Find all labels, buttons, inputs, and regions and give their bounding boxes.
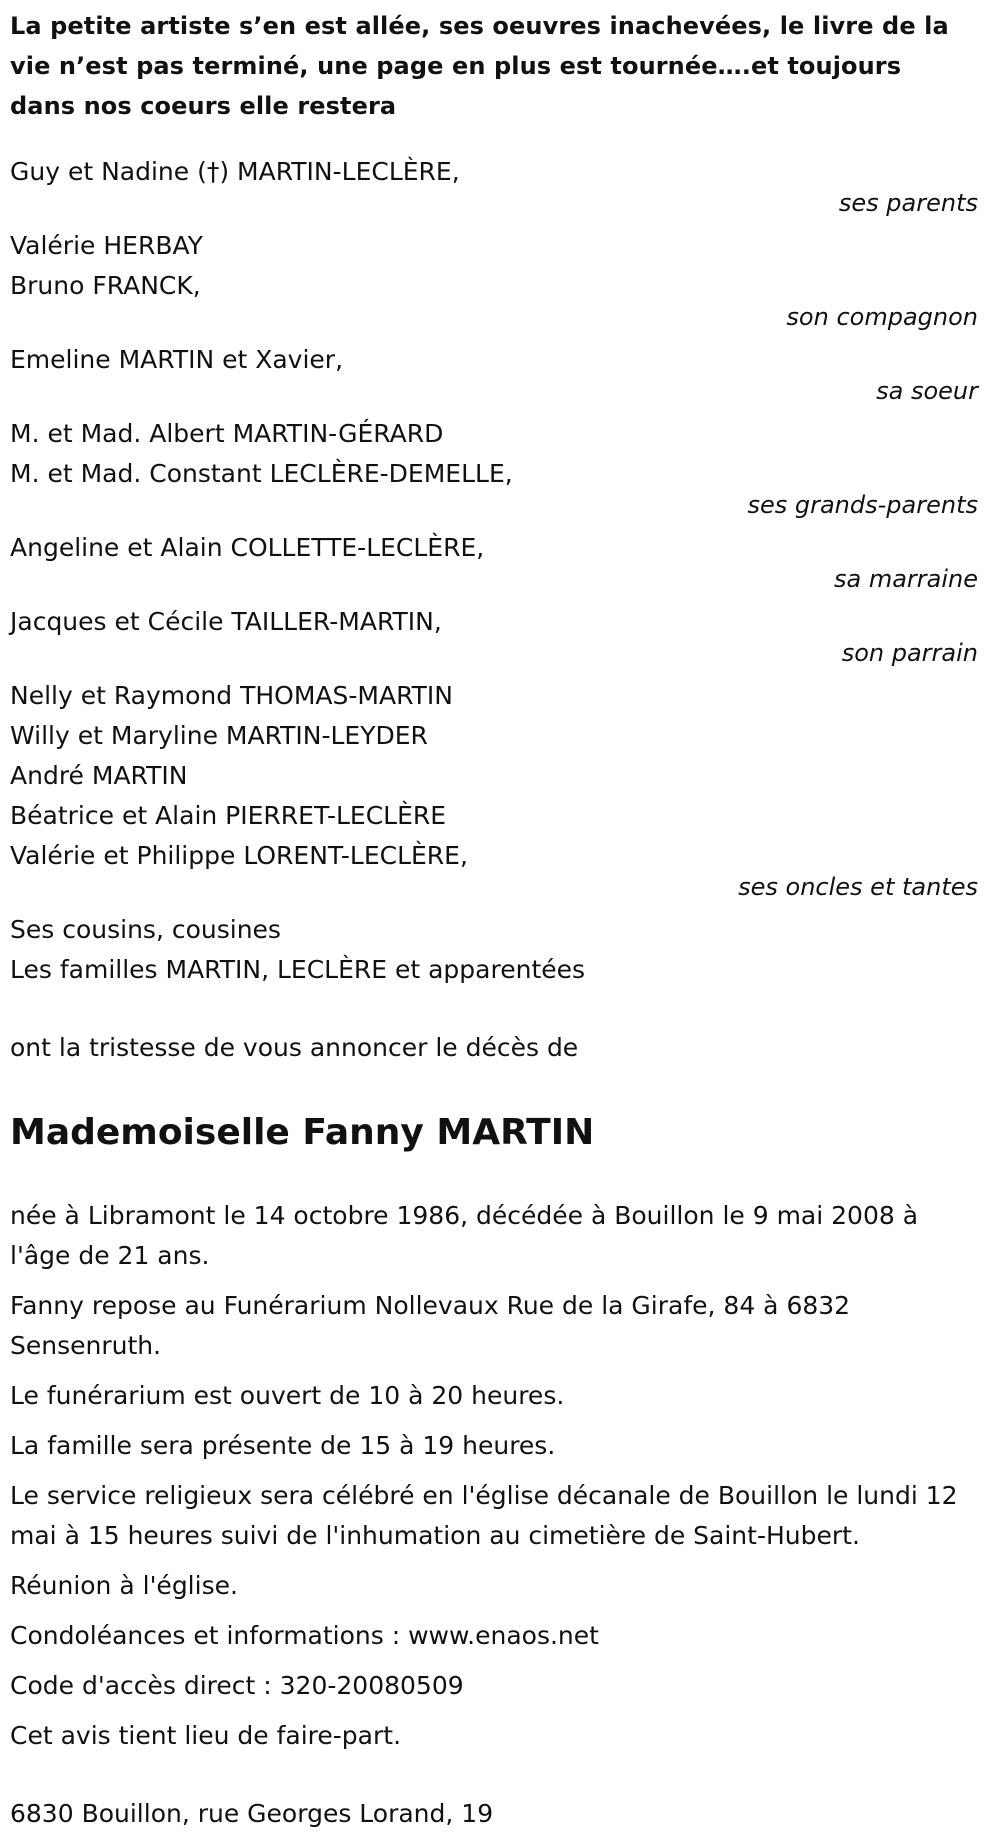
relation-label: son parrain (841, 639, 978, 667)
family-member-name: M. et Mad. Constant LECLÈRE-DEMELLE, (10, 459, 513, 488)
family-group (10, 602, 978, 665)
detail-paragraph: La famille sera présente de 15 à 19 heures. (10, 1431, 556, 1460)
family-group (10, 676, 978, 899)
family-member-name: Nelly et Raymond THOMAS-MARTIN (10, 681, 453, 710)
family-group (10, 226, 978, 329)
relation-label: ses oncles et tantes (738, 873, 978, 901)
relation-label: ses parents (838, 189, 978, 217)
detail-paragraph: Code d'accès direct : 320-20080509 (10, 1671, 464, 1700)
funeral-details (10, 1196, 978, 1756)
detail-paragraph: Cet avis tient lieu de faire-part. (10, 1721, 402, 1750)
other-relatives (10, 910, 978, 990)
family-member-name: Willy et Maryline MARTIN-LEYDER (10, 721, 428, 750)
detail-paragraph: Fanny repose au Funérarium Nollevaux Rue de la Girafe, 84 à 6832 Sensenruth. (10, 1291, 851, 1360)
other-relatives-line: Ses cousins, cousines (10, 915, 281, 944)
family-member-name: Jacques et Cécile TAILLER-MARTIN, (10, 607, 442, 636)
obituary-column (10, 0, 990, 1834)
relation-label: sa marraine (833, 565, 978, 593)
detail-paragraph: Le service religieux sera célébré en l'église décanale de Bouillon le lundi 12 mai à 15 heures suivi de l'inhumation au cimetière de Saint-Hubert. (10, 1481, 958, 1550)
detail-paragraph: Le funérarium est ouvert de 10 à 20 heures. (10, 1381, 565, 1410)
relation-label: sa soeur (876, 377, 978, 405)
address-line: 6830 Bouillon, rue Georges Lorand, 19 (10, 1799, 494, 1828)
family-list (10, 152, 978, 899)
family-member-name: M. et Mad. Albert MARTIN-GÉRARD (10, 419, 444, 448)
other-relatives-line: Les familles MARTIN, LECLÈRE et apparentées (10, 955, 586, 984)
family-member-name: Angeline et Alain COLLETTE-LECLÈRE, (10, 533, 485, 562)
family-member-name: Valérie HERBAY (10, 231, 203, 260)
family-member-name: Bruno FRANCK, (10, 271, 201, 300)
family-member-name: André MARTIN (10, 761, 188, 790)
family-group (10, 528, 978, 591)
family-group (10, 414, 978, 517)
detail-paragraph: née à Libramont le 14 octobre 1986, décédée à Bouillon le 9 mai 2008 à l'âge de 21 ans. (10, 1201, 919, 1270)
family-group (10, 152, 978, 215)
deceased-name: Mademoiselle Fanny MARTIN (10, 1112, 595, 1153)
detail-paragraph: Condoléances et informations : www.enaos.net (10, 1621, 599, 1650)
family-member-name: Emeline MARTIN et Xavier, (10, 345, 344, 374)
announcement-text: ont la tristesse de vous annoncer le décès de (10, 1033, 579, 1062)
relation-label: ses grands-parents (747, 491, 978, 519)
family-member-name: Béatrice et Alain PIERRET-LECLÈRE (10, 801, 447, 830)
family-member-name: Guy et Nadine (†) MARTIN-LECLÈRE, (10, 157, 460, 186)
family-group (10, 340, 978, 403)
relation-label: son compagnon (786, 303, 978, 331)
detail-paragraph: Réunion à l'église. (10, 1571, 238, 1600)
family-member-name: Valérie et Philippe LORENT-LECLÈRE, (10, 841, 468, 870)
intro-poem: La petite artiste s’en est allée, ses oeuvres inachevées, le livre de la vie n’est pas terminé, une page en plus est tournée….et toujours dans nos coeurs elle restera (10, 12, 949, 120)
